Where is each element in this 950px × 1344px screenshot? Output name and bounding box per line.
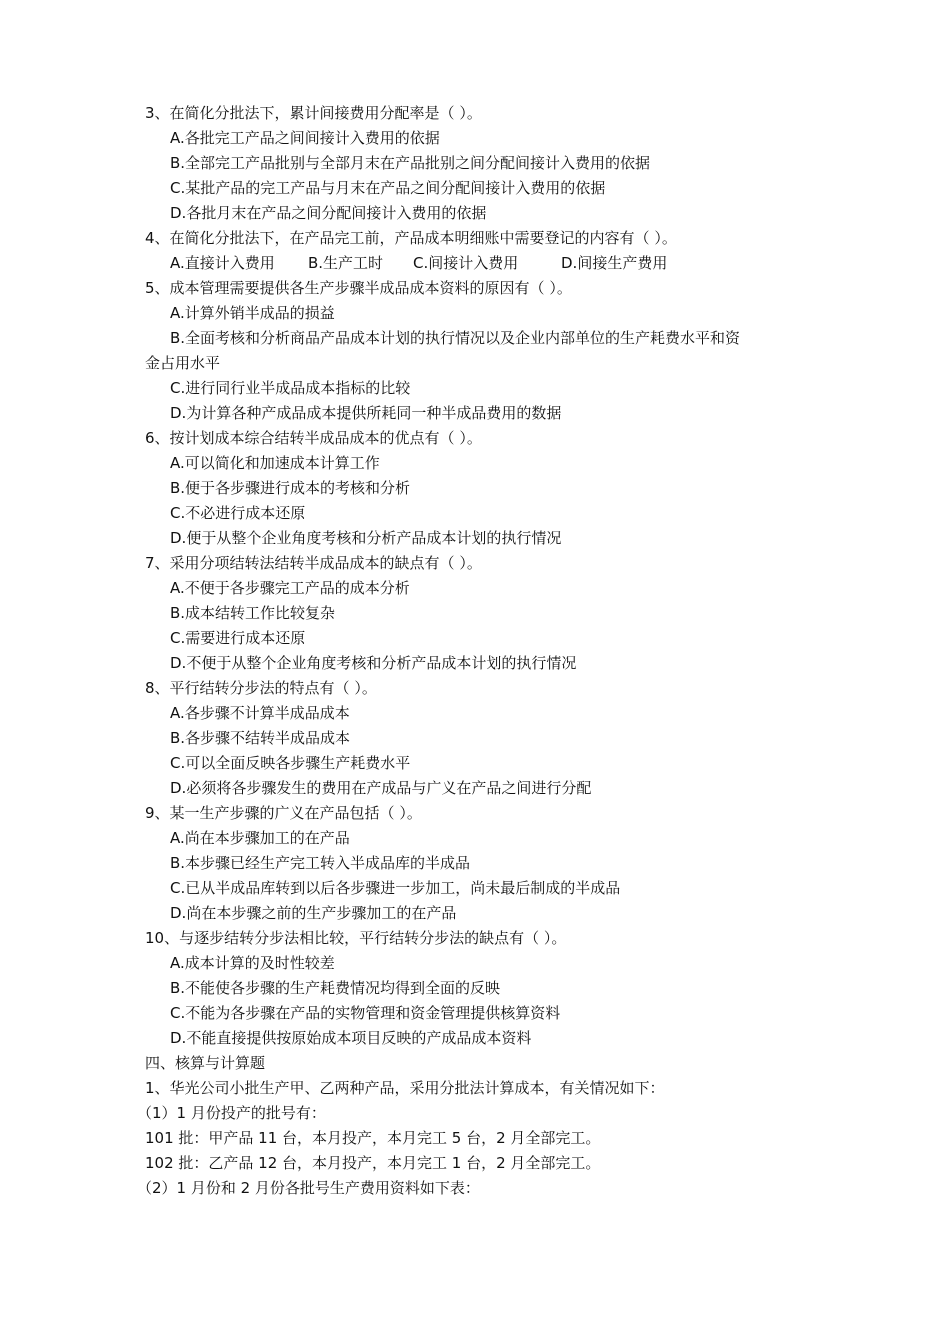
q4-option-a: A.直接计入费用 — [170, 254, 275, 272]
calc1-part1: （1）1 月份投产的批号有： — [137, 1104, 326, 1122]
calc1-batch-102: 102 批：乙产品 12 台，本月投产，本月完工 1 台，2 月全部完工。 — [145, 1154, 601, 1172]
q4-option-d: D.间接生产费用 — [561, 254, 668, 272]
q6-option-a: A.可以简化和加速成本计算工作 — [170, 454, 380, 472]
q10-option-d: D.不能直接提供按原始成本项目反映的产成品成本资料 — [170, 1029, 532, 1047]
q6-option-b: B.便于各步骤进行成本的考核和分析 — [170, 479, 411, 497]
q4-options — [170, 253, 667, 273]
q4-option-c: C.间接计入费用 — [413, 254, 519, 272]
q9-option-a: A.尚在本步骤加工的在产品 — [170, 829, 350, 847]
q6-option-d: D.便于从整个企业角度考核和分析产品成本计划的执行情况 — [170, 529, 562, 547]
q4-stem: 4、在简化分批法下，在产品完工前，产品成本明细账中需要登记的内容有（ ）。 — [145, 229, 677, 247]
q8-option-a: A.各步骤不计算半成品成本 — [170, 704, 350, 722]
q3-option-a: A.各批完工产品之间间接计入费用的依据 — [170, 129, 440, 147]
q9-stem: 9、某一生产步骤的广义在产品包括（ ）。 — [145, 804, 422, 822]
q4-option-b: B.生产工时 — [308, 254, 384, 272]
q9-option-d: D.尚在本步骤之前的生产步骤加工的在产品 — [170, 904, 457, 922]
q3-option-c: C.某批产品的完工产品与月末在产品之间分配间接计入费用的依据 — [170, 179, 606, 197]
q9-option-c: C.已从半成品库转到以后各步骤进一步加工，尚未最后制成的半成品 — [170, 879, 621, 897]
q6-stem: 6、按计划成本综合结转半成品成本的优点有（ ）。 — [145, 429, 482, 447]
section-heading: 四、核算与计算题 — [145, 1054, 266, 1072]
q10-option-a: A.成本计算的及时性较差 — [170, 954, 335, 972]
q3-option-d: D.各批月末在产品之间分配间接计入费用的依据 — [170, 204, 487, 222]
q5-option-b: B.全面考核和分析商品产品成本计划的执行情况以及企业内部单位的生产耗费水平和资 — [170, 329, 741, 347]
q6-option-c: C.不必进行成本还原 — [170, 504, 306, 522]
calc1-stem: 1、华光公司小批生产甲、乙两种产品，采用分批法计算成本，有关情况如下： — [145, 1079, 665, 1097]
q7-option-c: C.需要进行成本还原 — [170, 629, 306, 647]
q5-option-c: C.进行同行业半成品成本指标的比较 — [170, 379, 411, 397]
q3-stem: 3、在简化分批法下，累计间接费用分配率是（ ）。 — [145, 104, 482, 122]
q5-option-d: D.为计算各种产成品成本提供所耗同一种半成品费用的数据 — [170, 404, 562, 422]
q7-option-d: D.不便于从整个企业角度考核和分析产品成本计划的执行情况 — [170, 654, 577, 672]
q8-option-b: B.各步骤不结转半成品成本 — [170, 729, 351, 747]
calc1-part2: （2）1 月份和 2 月份各批号生产费用资料如下表： — [137, 1179, 480, 1197]
q7-option-b: B.成本结转工作比较复杂 — [170, 604, 336, 622]
q10-option-b: B.不能使各步骤的生产耗费情况均得到全面的反映 — [170, 979, 501, 997]
q5-option-b-continued: 金占用水平 — [145, 354, 221, 372]
q5-stem: 5、成本管理需要提供各生产步骤半成品成本资料的原因有（ ）。 — [145, 279, 572, 297]
q7-stem: 7、采用分项结转法结转半成品成本的缺点有（ ）。 — [145, 554, 482, 572]
q3-option-b: B.全部完工产品批别与全部月末在产品批别之间分配间接计入费用的依据 — [170, 154, 651, 172]
q8-option-c: C.可以全面反映各步骤生产耗费水平 — [170, 754, 411, 772]
q5-option-a: A.计算外销半成品的损益 — [170, 304, 335, 322]
q9-option-b: B.本步骤已经生产完工转入半成品库的半成品 — [170, 854, 471, 872]
q8-option-d: D.必须将各步骤发生的费用在产成品与广义在产品之间进行分配 — [170, 779, 592, 797]
q7-option-a: A.不便于各步骤完工产品的成本分析 — [170, 579, 410, 597]
q10-option-c: C.不能为各步骤在产品的实物管理和资金管理提供核算资料 — [170, 1004, 561, 1022]
calc1-batch-101: 101 批：甲产品 11 台，本月投产，本月完工 5 台，2 月全部完工。 — [145, 1129, 601, 1147]
q8-stem: 8、平行结转分步法的特点有（ ）。 — [145, 679, 377, 697]
q10-stem: 10、与逐步结转分步法相比较，平行结转分步法的缺点有（ ）。 — [145, 929, 567, 947]
